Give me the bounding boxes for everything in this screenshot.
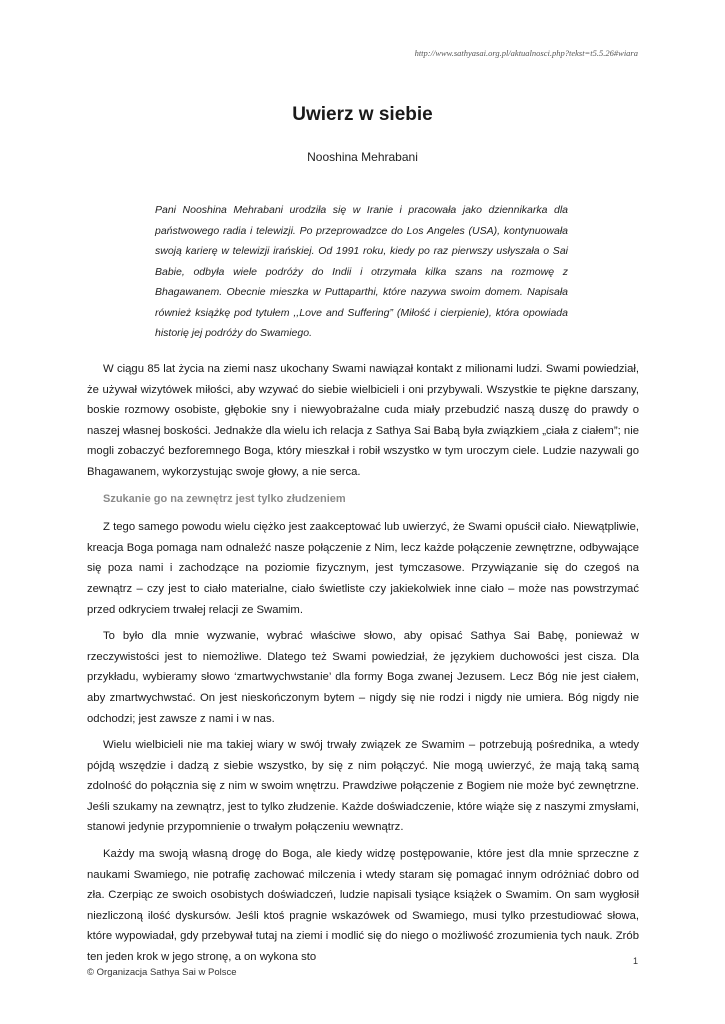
paragraph-3: To było dla mnie wyzwanie, wybrać właściwe słowo, aby opisać Sathya Sai Babę, ponieważ w rzeczywistości jest to niemożliwe. Dlatego też Swami powiedział, że językiem duchowości jest cisza. Dla przykładu, wybieramy słowo ‘zmartwychwstanie’ dla formy Boga zwanej Jezusem. Lecz Bóg nie jest ciałem, aby zmartwychwstać. On jest nieskończonym bytem – nigdy się nie rodzi i nigdy nie umiera. Bóg nigdy nie odchodzi; jest zawsze z nami i w nas. [87, 630, 639, 725]
paragraph-1: W ciągu 85 lat życia na ziemi nasz ukochany Swami nawiązał kontakt z milionami ludzi. Swami powiedział, że używał wizytówek miłości, aby wzywać do siebie wielbicieli i oni przybywali. Wszystkie te piękne darszany, boskie rozmowy osobiste, głębokie sny i niewyobrażalne cuda miały przebudzić naszą duszę do prawdy o naszej własnej boskości. Jednakże dla wielu ich relacja z Sathya Sai Babą była związkiem „ciała z ciałem”; nie mogli zobaczyć bezforemnego Boga, który mieszkał i robił wszystko w tym uroczym ciele. Ludzie nazywali go Bhagawanem, wykorzystując swoje głowy, a nie serca. [87, 363, 639, 478]
paragraph-5: Każdy ma swoją własną drogę do Boga, ale kiedy widzę postępowanie, które jest dla mnie sprzeczne z naukami Swamiego, nie potrafię zachować milczenia i wtedy staram się pomagać innym odróżniać dobro od zła. Czerpiąc ze swoich osobistych doświadczeń, ludzie napisali tysiące książek o Swamim. On sam wygłosił niezliczoną ilość dyskursów. Jeśli ktoś pragnie wskazówek od Swamiego, musi tylko przestudiować słowa, które wypowiadał, gdy przebywał tutaj na ziemi i modlić się do niego o możliwość zrozumienia tych nauk. Zrób ten jeden krok w jego stronę, a on wykona sto [87, 848, 639, 964]
section-subheading: Szukanie go na zewnętrz jest tylko złudzeniem [103, 492, 346, 505]
footer-copyright: © Organizacja Sathya Sai w Polsce [87, 967, 237, 978]
article-body [87, 359, 639, 974]
paragraph-4: Wielu wielbicieli nie ma takiej wiary w swój trwały związek ze Swamim – potrzebują pośrednika, a wtedy pójdą wszędzie i dadzą z siebie wszystko, by się z nim połączyć. Nie mogą uwierzyć, że mają taką samą zdolność do połącznia się z nim w swoim wnętrzu. Prawdziwe połączenie z Bogiem nie może być zewnętrzne. Jeśli szukamy na zewnątrz, jest to tylko złudzenie. Każde doświadczenie, które wiąże się z naszymi zmysłami, stanowi jedynie przypomnienie o trwałym połączeniu wewnątrz. [87, 739, 639, 834]
source-url: http://www.sathyasai.org.pl/aktualnosci.php?tekst=t5.5.26#wiara [414, 48, 638, 58]
author-intro: Pani Nooshina Mehrabani urodziła się w Iranie i pracowała jako dziennikarka dla państwowego radia i telewizji. Po przeprowadzce do Los Angeles (USA), kontynuowała swoją karierę w telewizji irańskiej. Od 1991 roku, kiedy po raz pierwszy usłyszała o Sai Babie, odbyła wiele podróży do Indii i otrzymała kilka szans na rozmowę z Bhagawanem. Obecnie mieszka w Puttaparthi, które nazywa swoim domem. Napisała również książkę pod tytułem ,,Love and Suffering” (Miłość i cierpienie), która opowiada historię jej podróży do Swamiego. [155, 204, 568, 339]
paragraph-2: Z tego samego powodu wielu ciężko jest zaakceptować lub uwierzyć, że Swami opuścił ciało. Niewątpliwie, kreacja Boga pomaga nam odnaleźć nasze połączenie z Nim, lecz każde połączenie zewnętrzne, odbywające się poza nami i zachodzące na poziomie fizycznym, jest tymczasowe. Przywiązanie się do czegoś na zewnątrz – czy jest to ciało materialne, ciało świetliste czy jakiekolwiek inne ciało – może nas powstrzymać przed odkryciem trwałej relacji ze Swamim. [87, 521, 639, 616]
article-title: Uwierz w siebie [292, 104, 433, 125]
page-number: 1 [633, 956, 639, 966]
article-author: Nooshina Mehrabani [307, 150, 418, 164]
